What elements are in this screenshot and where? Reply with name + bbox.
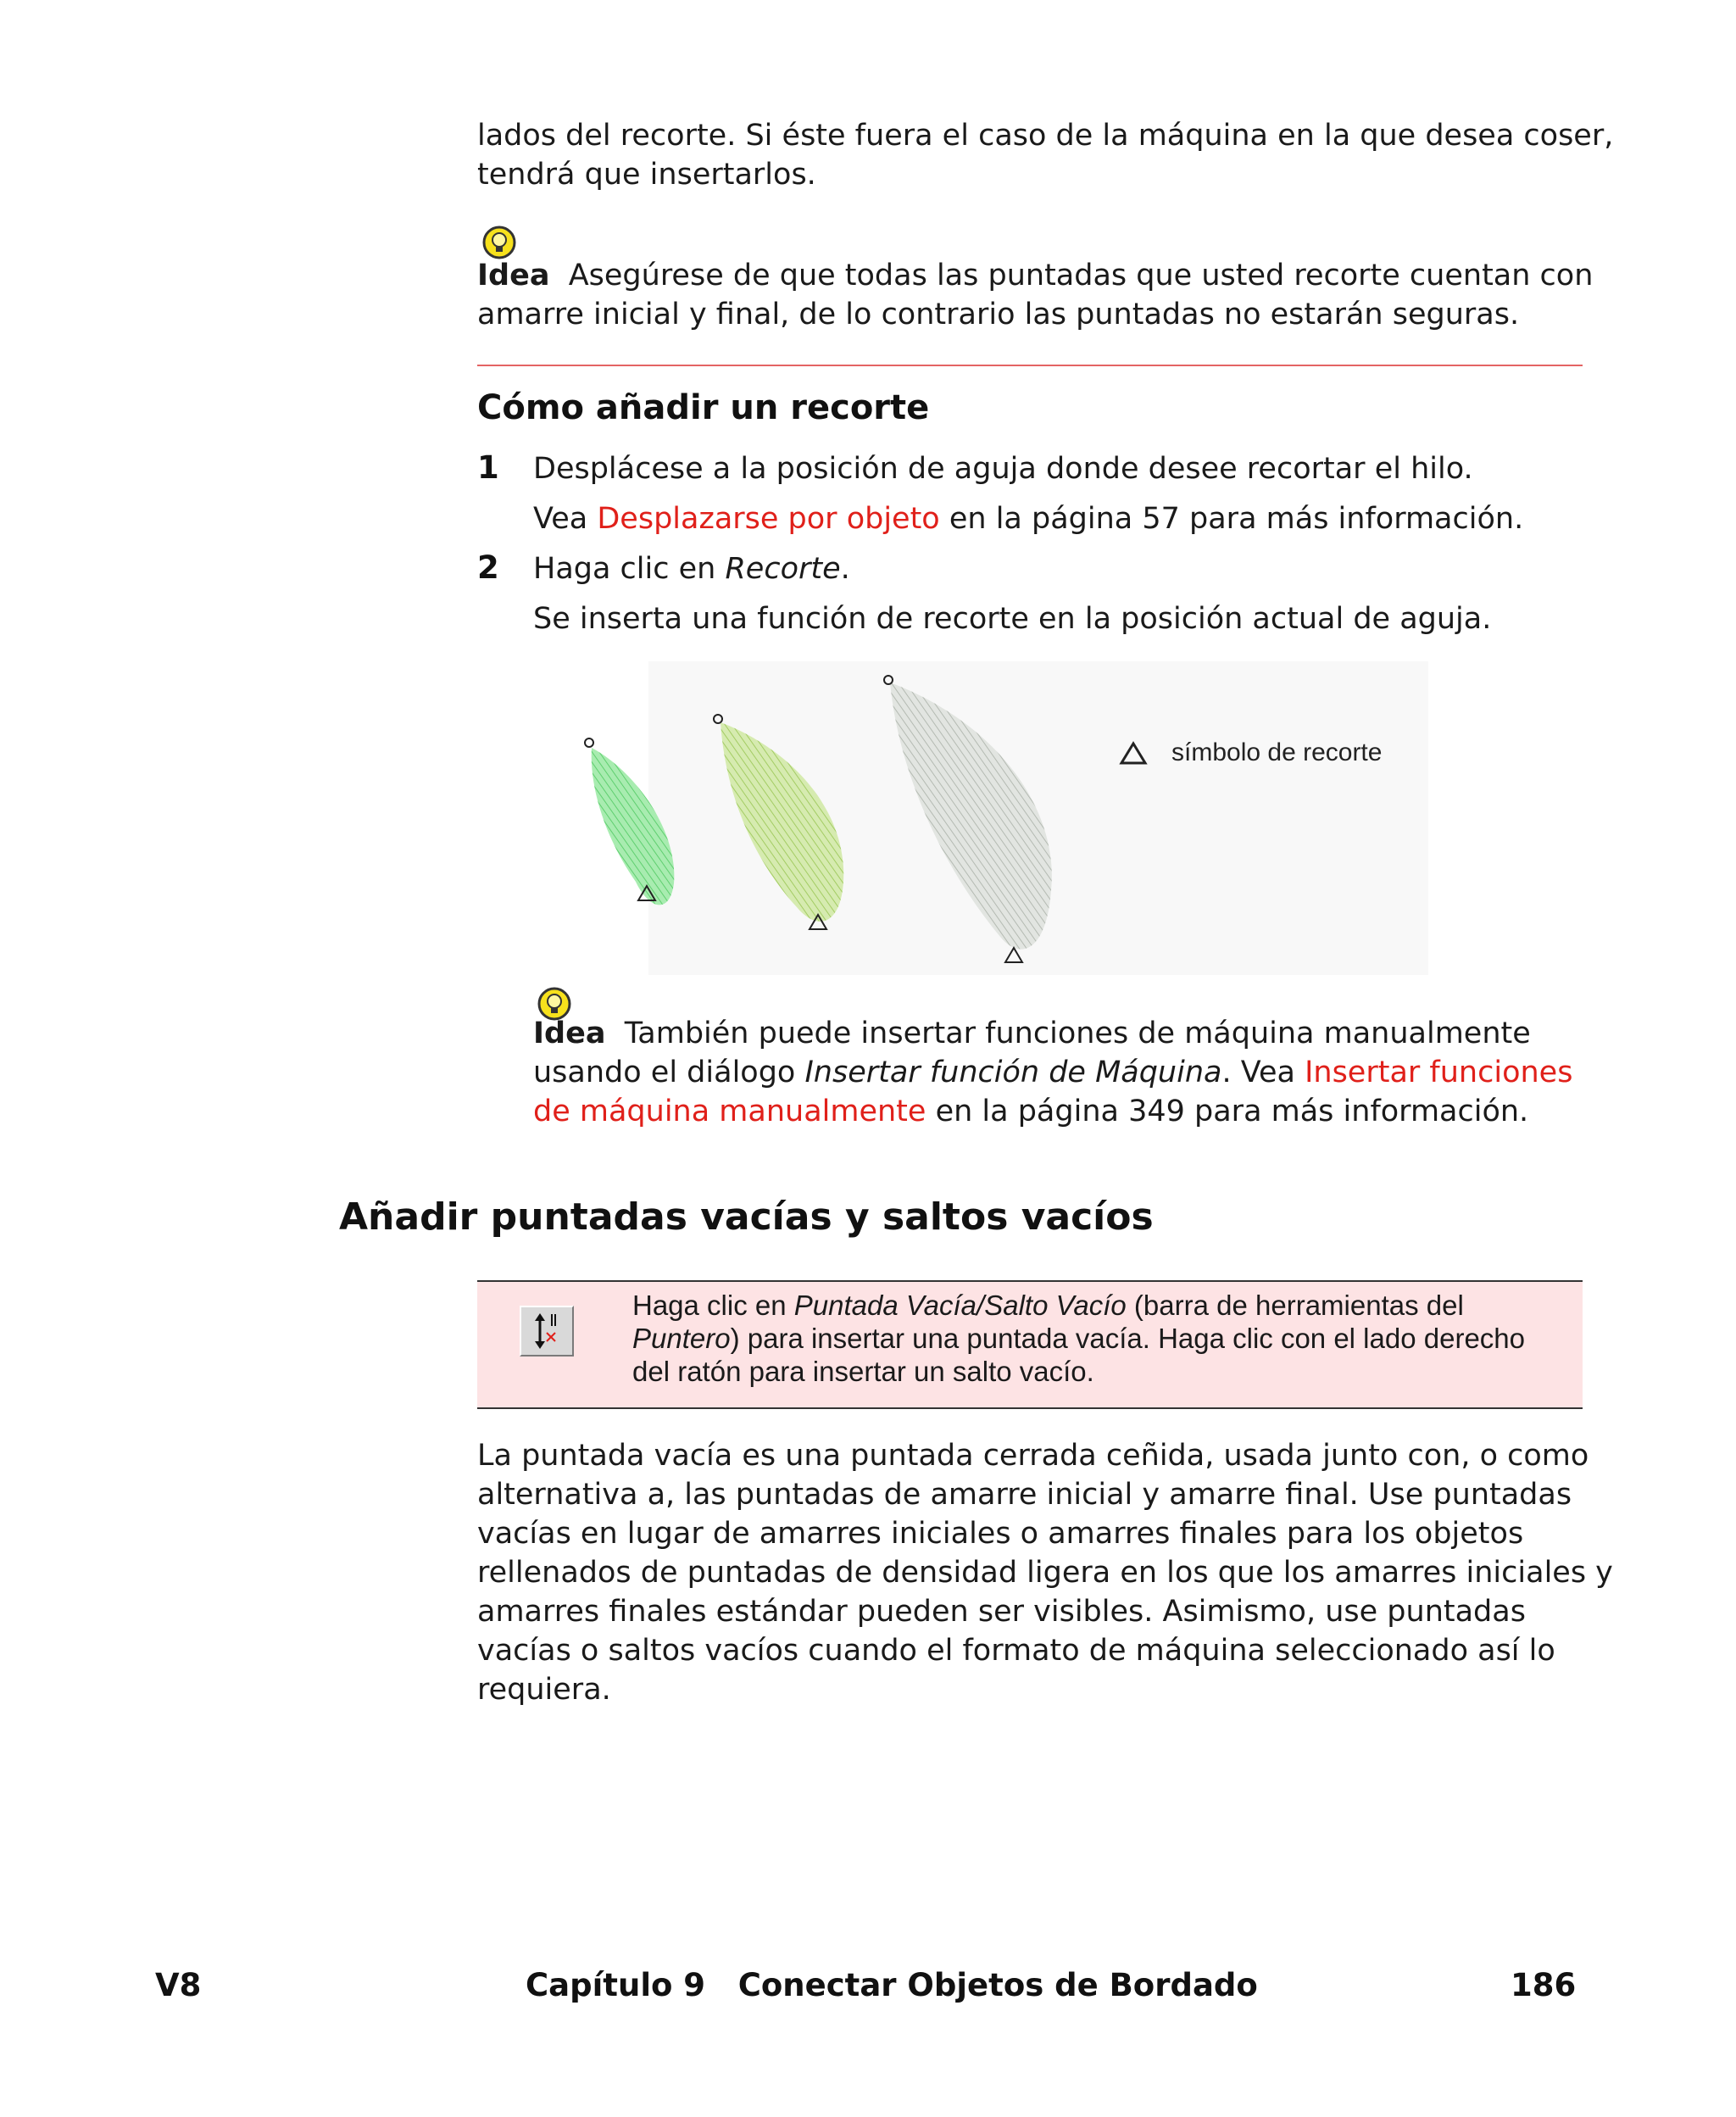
link-insertar-funciones[interactable]: Insertar funciones (1305, 1056, 1573, 1089)
tool-line-1 (632, 1289, 1565, 1322)
paragraph-line: La puntada vacía es una puntada cerrada ceñida, usada junto con, o como (477, 1439, 1589, 1473)
section-divider (477, 365, 1583, 366)
step-1-text: Desplácese a la posición de aguja donde desee recortar el hilo. (533, 452, 1473, 486)
paragraph-line: alternativa a, las puntadas de amarre inicial y amarre final. Use puntadas (477, 1478, 1572, 1512)
step-2-text (533, 549, 850, 588)
toolbar-name: Puntero (632, 1323, 731, 1354)
paragraph-line: amarres finales estándar pueden ser visibles. Asimismo, use puntadas (477, 1595, 1526, 1629)
intro-line-2: tendrá que insertarlos. (477, 158, 816, 192)
tip-2-suffix: en la página 349 para más información. (926, 1095, 1529, 1128)
paragraph-line: vacías o saltos vacíos cuando el formato de máquina seleccionado así lo (477, 1634, 1555, 1668)
step-1-see-also (533, 499, 1523, 538)
section-title-empty-stitches: Añadir puntadas vacías y saltos vacíos (339, 1195, 1154, 1239)
paragraph-line: requiera. (477, 1673, 611, 1707)
step-number-2: 2 (477, 549, 499, 586)
step-2-result: Se inserta una función de recorte en la posición actual de aguja. (533, 602, 1492, 636)
tool-suffix: (barra de herramientas del (1126, 1290, 1464, 1321)
link-insertar-funciones-cont[interactable]: de máquina manualmente (533, 1095, 926, 1128)
tip-2-mid: . Vea (1221, 1056, 1305, 1089)
empty-stitch-paragraph (477, 1436, 1613, 1709)
step-2-suffix: . (840, 552, 850, 586)
tool-line-2 (632, 1322, 1565, 1355)
empty-stitch-icon (521, 1307, 572, 1355)
tool-description (632, 1289, 1565, 1388)
tip-2-dialog-name: Insertar función de Máquina (804, 1056, 1222, 1089)
trim-figure (542, 661, 1433, 975)
footer-page-number: 186 (1511, 1967, 1577, 2003)
step-2-prefix: Haga clic en (533, 552, 726, 586)
tip-1-line-1 (477, 256, 1593, 295)
intro-line-1: lados del recorte. Si éste fuera el caso de la máquina en la que desea coser, (477, 119, 1614, 153)
tool-prefix: Haga clic en (632, 1290, 794, 1321)
tip-1-text: Asegúrese de que todas las puntadas que usted recorte cuentan con (568, 259, 1594, 292)
lightbulb-icon (482, 226, 516, 259)
legend-label: símbolo de recorte (1171, 738, 1383, 766)
tip-2-line-2 (533, 1053, 1572, 1092)
step-2-command: Recorte (725, 552, 841, 586)
tool-line-2-text: ) para insertar una puntada vacía. Haga clic con el lado derecho (730, 1323, 1525, 1354)
tip-2-line-1 (533, 1014, 1531, 1053)
tip-1-label: Idea (477, 259, 550, 292)
see-suffix: en la página 57 para más información. (939, 502, 1524, 536)
tip-2-text: También puede insertar funciones de máquina manualmente (624, 1017, 1531, 1050)
needle-start-marker (585, 738, 593, 747)
see-prefix: Vea (533, 502, 598, 536)
tool-name: Puntada Vacía/Salto Vacío (793, 1290, 1127, 1321)
paragraph-line: vacías en lugar de amarres iniciales o amarres finales para los objetos (477, 1517, 1524, 1551)
footer-chapter: Capítulo 9 Conectar Objetos de Bordado (526, 1967, 1258, 2003)
empty-stitch-button[interactable] (520, 1306, 574, 1357)
tip-1-line-2: amarre inicial y final, de lo contrario las puntadas no estarán seguras. (477, 298, 1520, 331)
tip-2-line-3 (533, 1092, 1528, 1131)
tool-line-3: del ratón para insertar un salto vacío. (632, 1356, 1094, 1387)
tip-2-label: Idea (533, 1017, 606, 1050)
paragraph-line: rellenados de puntadas de densidad ligera en los que los amarres iniciales y (477, 1556, 1613, 1590)
link-desplazarse-por-objeto[interactable]: Desplazarse por objeto (597, 502, 940, 536)
step-number-1: 1 (477, 449, 499, 486)
footer-version: V8 (155, 1967, 202, 2003)
tool-box-bottom-rule (477, 1407, 1583, 1409)
tip-2-prefix: usando el diálogo (533, 1056, 805, 1089)
section-title-add-trim: Cómo añadir un recorte (477, 388, 930, 427)
